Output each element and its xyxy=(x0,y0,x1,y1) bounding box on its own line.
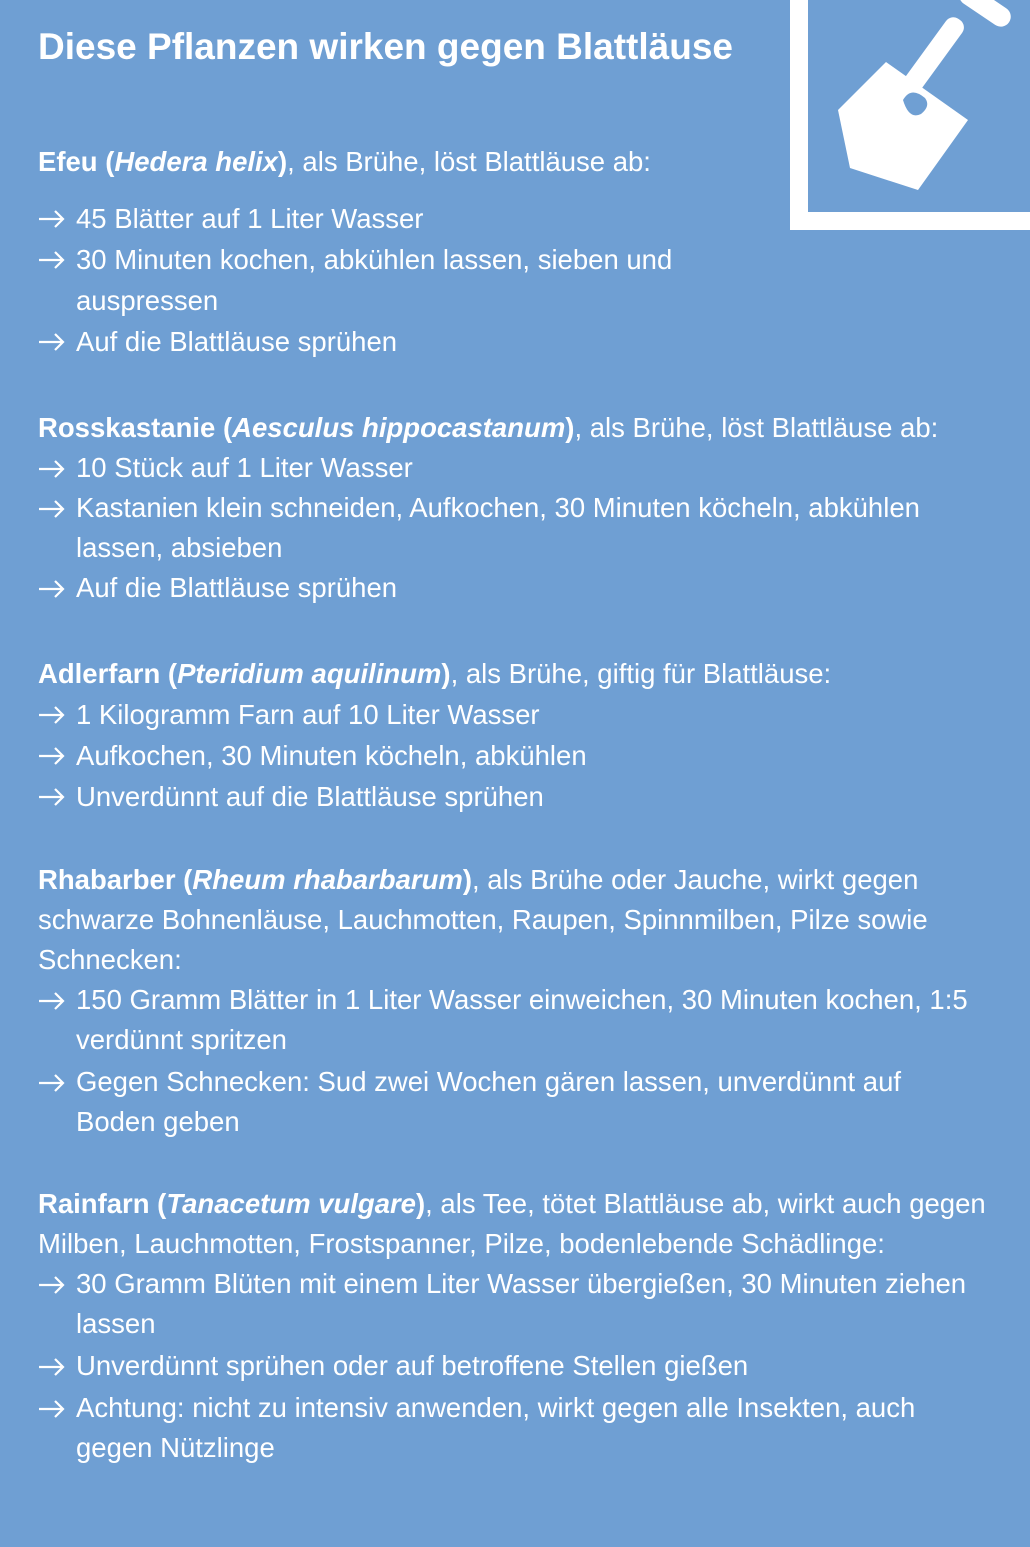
section-rosskastanie xyxy=(38,408,988,608)
arrow-right-icon xyxy=(38,1276,66,1294)
list-item: Kastanien klein schneiden, Aufkochen, 30 Minuten köcheln, abkühlen lassen, absieben xyxy=(38,488,988,568)
plant-name: Efeu xyxy=(38,146,98,177)
section-heading: Efeu (Hedera helix), als Brühe, löst Blattläuse ab: xyxy=(38,146,651,177)
page-title: Diese Pflanzen wirken gegen Blattläuse xyxy=(38,26,733,67)
section-efeu xyxy=(38,142,988,362)
section-rhabarber xyxy=(38,860,988,1142)
latin-name: Pteridium aquilinum xyxy=(177,658,442,689)
arrow-right-icon xyxy=(38,1358,66,1376)
section-heading: Adlerfarn (Pteridium aquilinum), als Brühe, giftig für Blattläuse: xyxy=(38,658,832,689)
list-item: Aufkochen, 30 Minuten köcheln, abkühlen xyxy=(38,735,988,776)
plant-name: Adlerfarn xyxy=(38,658,161,689)
section-heading: Rhabarber (Rheum rhabarbarum), als Brühe oder Jauche, wirkt gegen schwarze Bohnenläuse, Lauchmotten, Raupen, Spinnmilben, Pilze sowie Schnecken: xyxy=(38,864,928,975)
section-adlerfarn xyxy=(38,654,988,817)
list-item: 150 Gramm Blätter in 1 Liter Wasser einweichen, 30 Minuten kochen, 1:5 verdünnt spritzen xyxy=(38,980,988,1060)
list-item: 30 Minuten kochen, abkühlen lassen, sieben und auspressen xyxy=(38,239,988,321)
list-item: Auf die Blattläuse sprühen xyxy=(38,568,988,608)
latin-name: Hedera helix xyxy=(114,146,278,177)
list-item: Unverdünnt sprühen oder auf betroffene Stellen gießen xyxy=(38,1346,988,1386)
section-heading: Rosskastanie (Aesculus hippocastanum), als Brühe, löst Blattläuse ab: xyxy=(38,412,939,443)
arrow-right-icon xyxy=(38,251,66,269)
item-list xyxy=(38,448,988,608)
list-item: 45 Blätter auf 1 Liter Wasser xyxy=(38,198,988,239)
arrow-right-icon xyxy=(38,333,66,351)
item-list xyxy=(38,980,988,1142)
item-list xyxy=(38,694,988,817)
plant-name: Rhabarber xyxy=(38,864,176,895)
arrow-right-icon xyxy=(38,788,66,806)
list-item: Unverdünnt auf die Blattläuse sprühen xyxy=(38,776,988,817)
arrow-right-icon xyxy=(38,706,66,724)
arrow-right-icon xyxy=(38,1400,66,1418)
arrow-right-icon xyxy=(38,460,66,478)
heading-suffix: , als Brühe, giftig für Blattläuse: xyxy=(450,658,832,689)
plant-name: Rainfarn xyxy=(38,1188,150,1219)
list-item: Achtung: nicht zu intensiv anwenden, wirkt gegen alle Insekten, auch gegen Nützlinge xyxy=(38,1388,988,1468)
section-rainfarn xyxy=(38,1184,988,1468)
section-heading: Rainfarn (Tanacetum vulgare), als Tee, tötet Blattläuse ab, wirkt auch gegen Milben, Lauchmotten, Frostspanner, Pilze, bodenlebende Schädlinge: xyxy=(38,1188,986,1259)
heading-suffix: , als Brühe oder Jauche, wirkt gegen schwarze Bohnenläuse, Lauchmotten, Raupen, Spinnmilben, Pilze sowie Schnecken: xyxy=(38,864,928,975)
item-list xyxy=(38,198,988,362)
arrow-right-icon xyxy=(38,210,66,228)
list-item: Auf die Blattläuse sprühen xyxy=(38,321,988,362)
arrow-right-icon xyxy=(38,580,66,598)
latin-name: Aesculus hippocastanum xyxy=(232,412,566,443)
arrow-right-icon xyxy=(38,747,66,765)
list-item: 1 Kilogramm Farn auf 10 Liter Wasser xyxy=(38,694,988,735)
latin-name: Rheum rhabarbarum xyxy=(192,864,463,895)
latin-name: Tanacetum vulgare xyxy=(166,1188,416,1219)
heading-suffix: , als Tee, tötet Blattläuse ab, wirkt auch gegen Milben, Lauchmotten, Frostspanner, Pilze, bodenlebende Schädlinge: xyxy=(38,1188,986,1259)
list-item: Gegen Schnecken: Sud zwei Wochen gären lassen, unverdünnt auf Boden geben xyxy=(38,1062,988,1142)
arrow-right-icon xyxy=(38,1074,66,1092)
arrow-right-icon xyxy=(38,992,66,1010)
plant-name: Rosskastanie xyxy=(38,412,216,443)
list-item: 10 Stück auf 1 Liter Wasser xyxy=(38,448,988,488)
heading-suffix: , als Brühe, löst Blattläuse ab: xyxy=(574,412,939,443)
arrow-right-icon xyxy=(38,500,66,518)
item-list xyxy=(38,1264,988,1468)
heading-suffix: , als Brühe, löst Blattläuse ab: xyxy=(287,146,651,177)
list-item: 30 Gramm Blüten mit einem Liter Wasser übergießen, 30 Minuten ziehen lassen xyxy=(38,1264,988,1344)
